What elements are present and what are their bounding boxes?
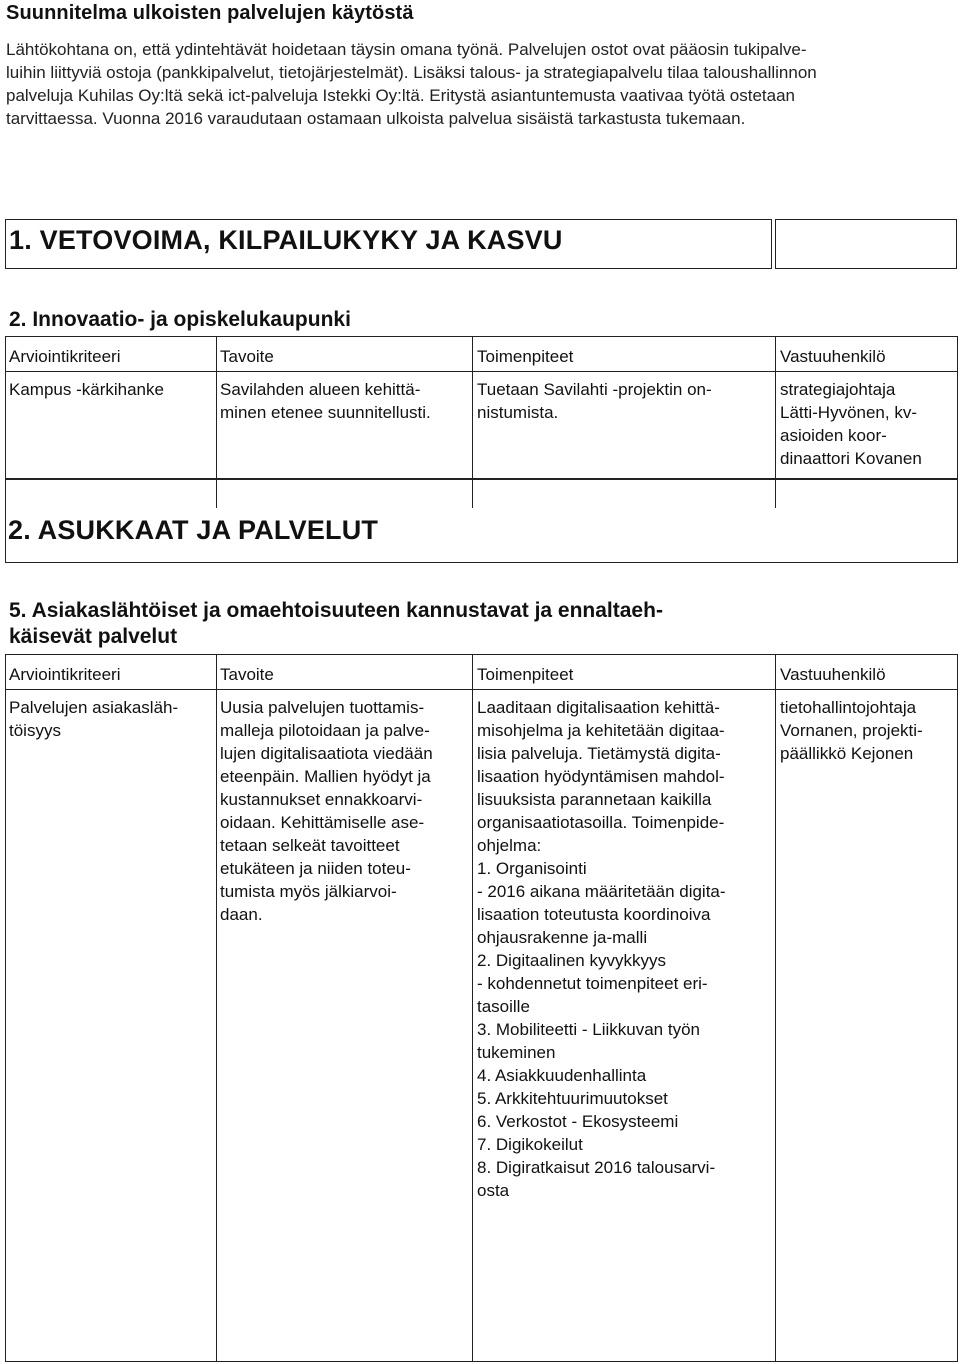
- intro-line: Lähtökohtana on, että ydintehtävät hoidetaan täysin omana työnä. Palvelujen ostot ovat pääosin tukipalve-: [6, 40, 807, 59]
- table-cell-goal: Savilahden alueen kehittä- minen etenee suunnitellusti.: [220, 380, 431, 422]
- table-cell-goal: Uusia palvelujen tuottamis- malleja pilotoidaan ja palve- lujen digitalisaatiota viedään eteenpäin. Mallien hyödyt ja kustannukset ennakkoarvi- oidaan. Kehittämiselle ase- tetaan selkeät tavoitteet etukäteen ja niiden toteu- tumista myös jälkiarvoi- daan.: [220, 698, 433, 924]
- table-header-responsible: Vastuuhenkilö: [780, 347, 886, 366]
- table-cell-responsible: tietohallintojohtaja Vornanen, projekti- päällikkö Kejonen: [780, 698, 923, 763]
- section1-heading: 1. VETOVOIMA, KILPAILUKYKY JA KASVU: [9, 225, 563, 255]
- document-title: Suunnitelma ulkoisten palvelujen käytöstä: [6, 2, 414, 24]
- table-header-goal: Tavoite: [220, 347, 274, 366]
- section1-heading-box: [5, 219, 772, 269]
- table-header-responsible: Vastuuhenkilö: [780, 665, 886, 684]
- section1-subheading: 2. Innovaatio- ja opiskelukaupunki: [9, 308, 351, 331]
- table-cell-actions: Tuetaan Savilahti -projektin on- nistumista.: [477, 380, 712, 422]
- intro-line: palveluja Kuhilas Oy:ltä sekä ict-palveluja Istekki Oy:ltä. Eritystä asiantuntemusta vaativaa työtä ostetaan: [6, 86, 796, 105]
- intro-line: luihin liittyviä ostoja (pankkipalvelut, tietojärjestelmät). Lisäksi talous- ja strategiapalvelu tilaa taloushallinnon: [6, 63, 817, 82]
- section2-heading: 2. ASUKKAAT JA PALVELUT: [8, 515, 379, 545]
- table-header-actions: Toimenpiteet: [477, 665, 574, 684]
- table-header-criteria: Arviointikriteeri: [9, 665, 121, 684]
- table-cell-responsible: strategiajohtaja Lätti-Hyvönen, kv- asioiden koor- dinaattori Kovanen: [780, 380, 922, 468]
- table-header-criteria: Arviointikriteeri: [9, 347, 121, 366]
- table-header-actions: Toimenpiteet: [477, 347, 574, 366]
- intro-paragraph: [6, 38, 956, 130]
- section1-empty-box: [775, 219, 957, 269]
- table-header-goal: Tavoite: [220, 665, 274, 684]
- table-cell-criteria: Kampus -kärkihanke: [9, 380, 164, 399]
- table-cell-criteria: Palvelujen asiakasläh- töisyys: [9, 698, 179, 740]
- section2-subheading: 5. Asiakaslähtöiset ja omaehtoisuuteen kannustavat ja ennaltaeh- käisevät palvelut: [9, 599, 663, 648]
- intro-line: tarvittaessa. Vuonna 2016 varaudutaan ostamaan ulkoista palvelua sisäistä tarkastusta tukemaan.: [6, 109, 746, 128]
- table-cell-actions: Laaditaan digitalisaation kehittä- misohjelma ja kehitetään digitaa- lisia palveluja. Tietämystä digita- lisaation hyödyntämisen mahdol- lisuuksista parannetaan kaikilla organisaatiotasoilla. Toimenpide- ohjelma: 1. Organisointi - 2016 aikana määritetään digita- lisaation toteutusta koordinoiva ohjausrakenne ja-malli 2. Digitaalinen kyvykkyys - kohdennetut toimenpiteet eri- tasoille 3. Mobiliteetti - Liikkuvan työn tukeminen 4. Asiakkuudenhallinta 5. Arkkitehtuurimuutokset 6. Verkostot - Ekosysteemi 7. Digikokeilut 8. Digiratkaisut 2016 talousarvi- osta: [477, 698, 726, 1200]
